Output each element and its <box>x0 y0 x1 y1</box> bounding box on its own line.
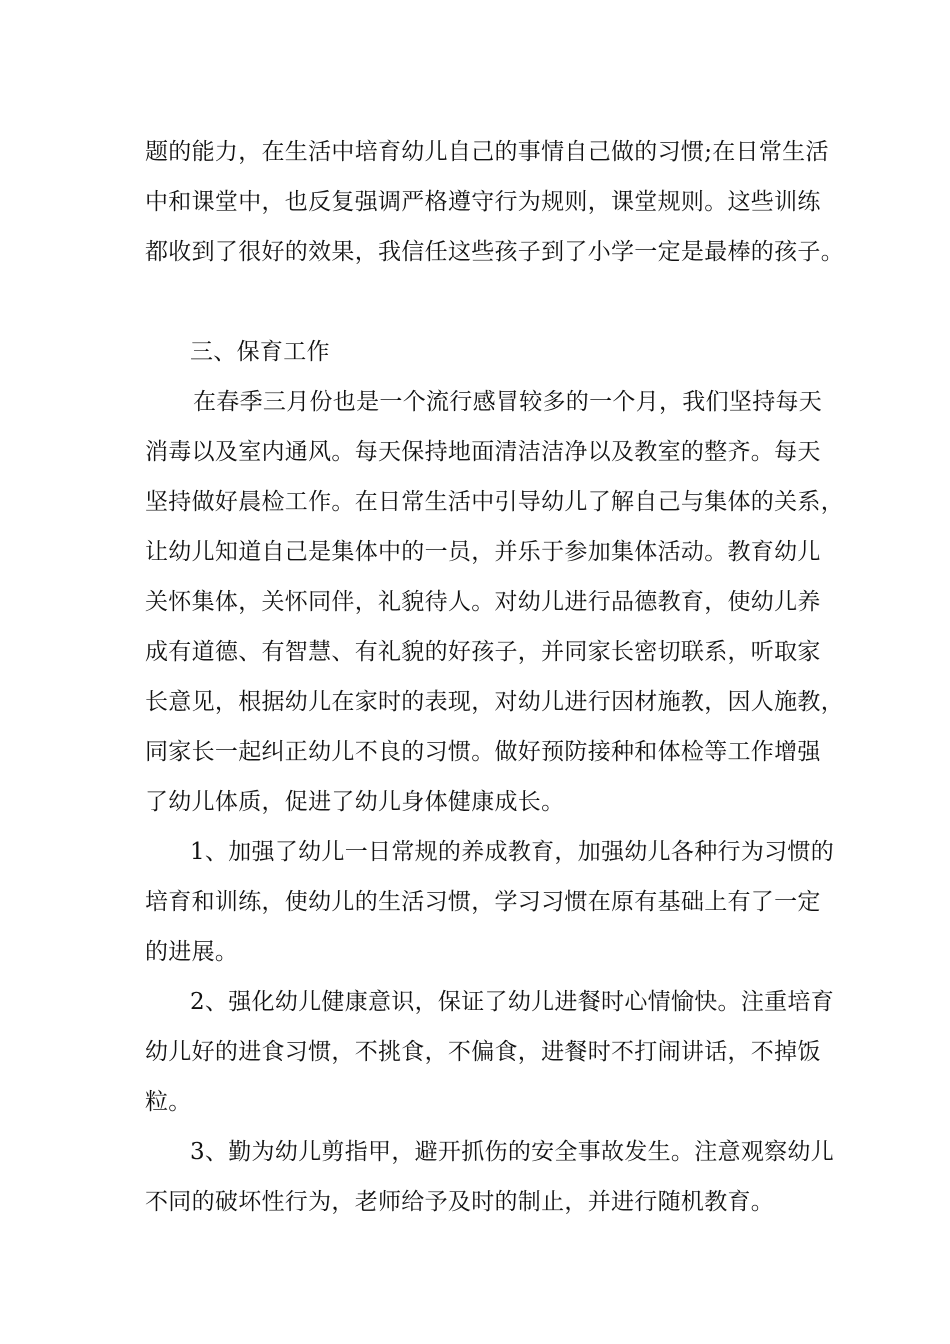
text-line: 3、勤为幼儿剪指甲，避开抓伤的安全事故发生。注意观察幼儿 <box>190 1139 835 1165</box>
text-line: 培育和训练，使幼儿的生活习惯，学习习惯在原有基础上有了一定 <box>145 889 821 915</box>
text-line: 关怀集体，关怀同伴，礼貌待人。对幼儿进行品德教育，使幼儿养 <box>145 589 821 615</box>
text-line: 同家长一起纠正幼儿不良的习惯。做好预防接种和体检等工作增强 <box>145 739 821 765</box>
text-line: 粒。 <box>145 1089 192 1115</box>
section-heading: 三、保育工作 <box>190 339 330 365</box>
text-line: 了幼儿体质，促进了幼儿身体健康成长。 <box>145 789 565 815</box>
text-line: 1、加强了幼儿一日常规的养成教育，加强幼儿各种行为习惯的 <box>190 839 835 865</box>
text-line: 的进展。 <box>145 939 239 965</box>
text-line: 长意见，根据幼儿在家时的表现，对幼儿进行因材施教，因人施教， <box>145 689 844 715</box>
text-line: 幼儿好的进食习惯，不挑食，不偏食，进餐时不打闹讲话，不掉饭 <box>145 1039 821 1065</box>
text-line: 消毒以及室内通风。每天保持地面清洁洁净以及教室的整齐。每天 <box>145 439 821 465</box>
text-line: 不同的破坏性行为，老师给予及时的制止，并进行随机教育。 <box>145 1189 775 1215</box>
text-line: 坚持做好晨检工作。在日常生活中引导幼儿了解自己与集体的关系， <box>145 489 844 515</box>
text-line: 题的能力，在生活中培育幼儿自己的事情自己做的习惯;在日常生活 <box>145 139 829 165</box>
text-line: 2、强化幼儿健康意识，保证了幼儿进餐时心情愉快。注重培育 <box>190 989 835 1015</box>
text-line: 让幼儿知道自己是集体中的一员，并乐于参加集体活动。教育幼儿 <box>145 539 821 565</box>
text-line: 成有道德、有智慧、有礼貌的好孩子，并同家长密切联系，听取家 <box>145 639 821 665</box>
text-line: 在春季三月份也是一个流行感冒较多的一个月，我们坚持每天 <box>193 389 823 415</box>
text-line: 中和课堂中，也反复强调严格遵守行为规则，课堂规则。这些训练 <box>145 189 821 215</box>
text-line: 都收到了很好的效果，我信任这些孩子到了小学一定是最棒的孩子。 <box>145 239 844 265</box>
